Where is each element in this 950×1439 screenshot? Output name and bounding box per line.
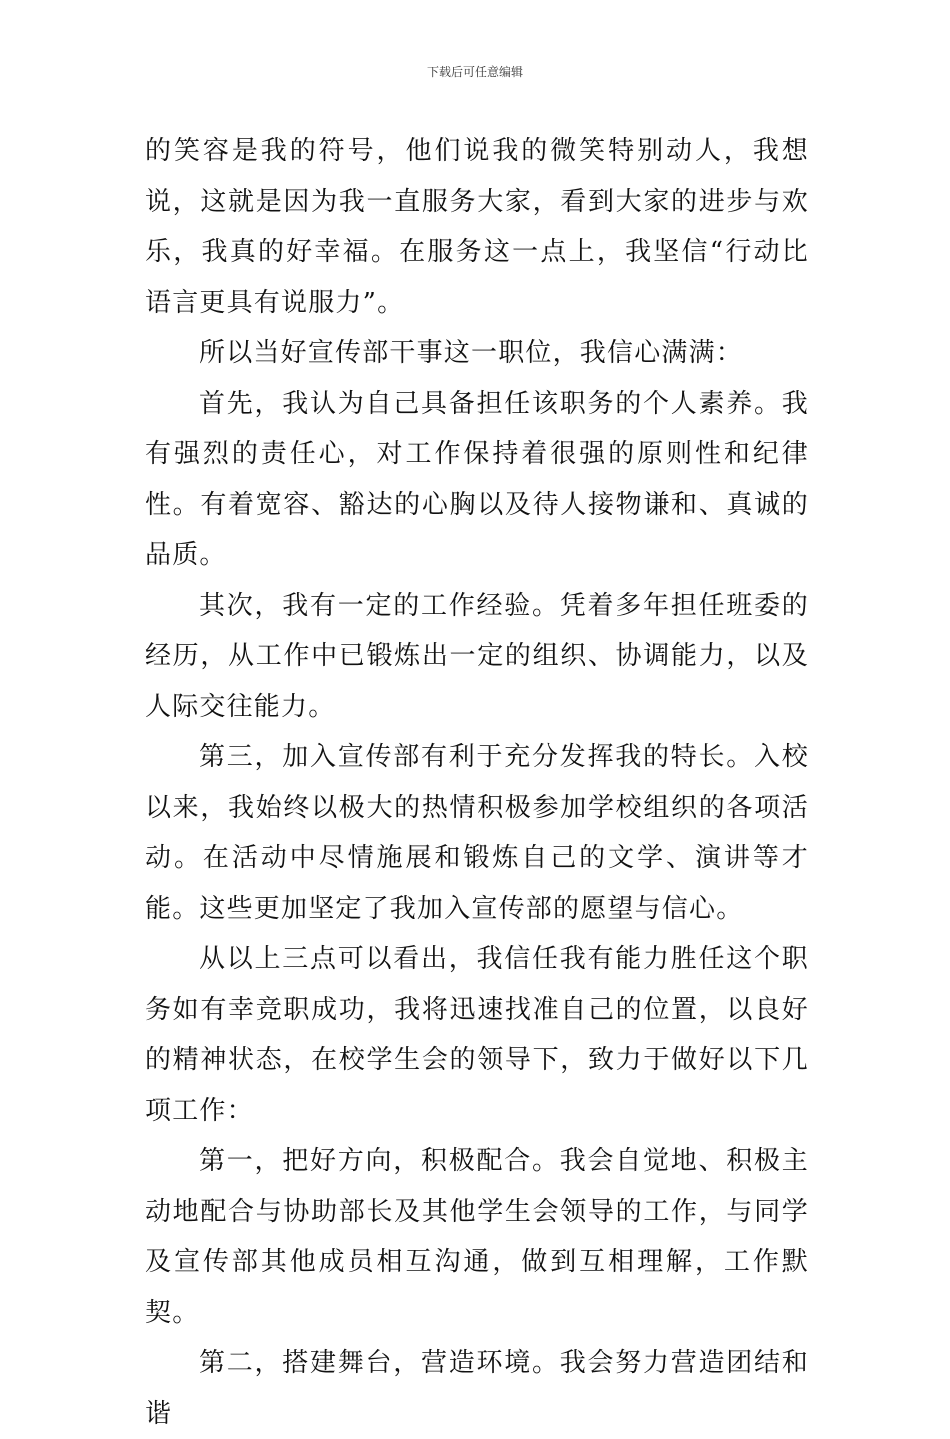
document-body: [145, 126, 809, 1439]
paragraph: 首先，我认为自己具备担任该职务的个人素养。我有强烈的责任心，对工作保持着很强的原则性和纪律性。有着宽容、豁达的心胸以及待人接物谦和、真诚的品质。: [145, 388, 809, 570]
page-header: 下载后可任意编辑: [426, 65, 523, 79]
paragraph: 其次，我有一定的工作经验。凭着多年担任班委的经历，从工作中已锻炼出一定的组织、协调能力，以及人际交往能力。: [145, 590, 809, 722]
paragraph: 的笑容是我的符号，他们说我的微笑特别动人，我想说，这就是因为我一直服务大家，看到大家的进步与欢乐，我真的好幸福。在服务这一点上，我坚信“行动比语言更具有说服力”。: [145, 136, 809, 318]
paragraph: 第二，搭建舞台，营造环境。我会努力营造团结和谐: [145, 1348, 809, 1429]
paragraph: 第一，把好方向，积极配合。我会自觉地、积极主动地配合与协助部长及其他学生会领导的工作，与同学及宣传部其他成员相互沟通，做到互相理解，工作默契。: [145, 1146, 809, 1328]
paragraph: 第三，加入宣传部有利于充分发挥我的特长。入校以来，我始终以极大的热情积极参加学校组织的各项活动。在活动中尽情施展和锻炼自己的文学、演讲等才能。这些更加坚定了我加入宣传部的愿望与信心。: [145, 742, 809, 924]
paragraph: 所以当好宣传部干事这一职位，我信心满满：: [199, 338, 744, 368]
paragraph: 从以上三点可以看出，我信任我有能力胜任这个职务如有幸竞职成功，我将迅速找准自己的位置，以良好的精神状态，在校学生会的领导下，致力于做好以下几项工作：: [145, 944, 809, 1126]
